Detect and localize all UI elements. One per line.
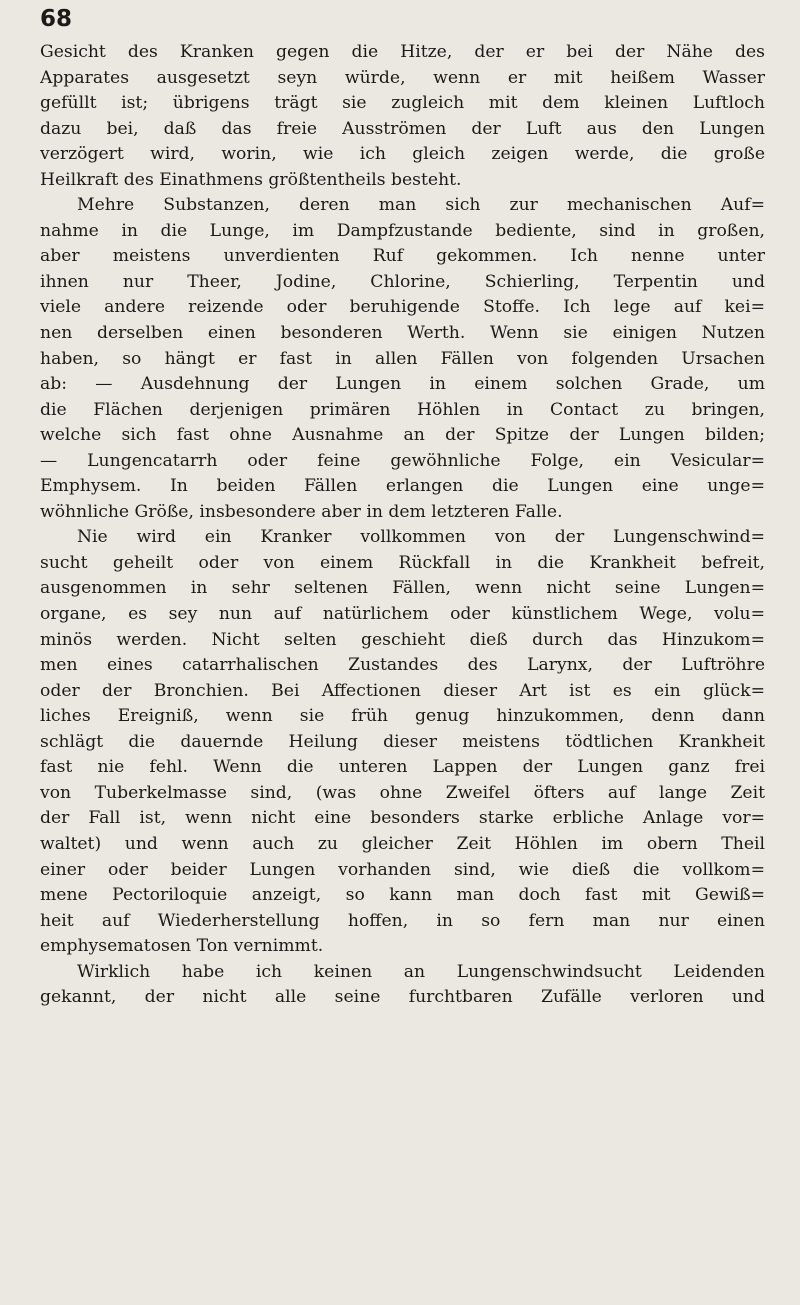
text-line: minös werden. Nicht selten geschieht dieß durch das Hinzukom= [40,629,765,650]
text-line: men eines catarrhalischen Zustandes des Larynx, der Luftröhre [40,655,765,676]
text-line: haben, so hängt er fast in allen Fällen von folgenden Ursachen [40,348,765,369]
text-line: liches Ereigniß, wenn sie früh genug hinzukommen, denn dann [40,706,765,727]
text-line: — Lungencatarrh oder feine gewöhnliche Folge, ein Vesicular= [40,450,765,471]
text-line: verzögert wird, worin, wie ich gleich zeigen werde, die große [40,144,765,165]
text-line: der Fall ist, wenn nicht eine besonders starke erbliche Anlage vor= [40,808,765,829]
text-line: waltet) und wenn auch zu gleicher Zeit Höhlen im obern Theil [40,833,765,854]
text-line: nen derselben einen besonderen Werth. Wenn sie einigen Nutzen [40,323,765,344]
text-line: Heilkraft des Einathmens größtentheils besteht. [40,169,462,190]
paragraph [40,40,765,193]
paragraph [40,960,765,1011]
text-line: Gesicht des Kranken gegen die Hitze, der er bei der Nähe des [40,42,765,62]
text-line: einer oder beider Lungen vorhanden sind, wie dieß die vollkom= [40,859,765,880]
body-text [40,40,765,1011]
text-line: die Flächen derjenigen primären Höhlen in Contact zu bringen, [40,399,765,420]
text-line: von Tuberkelmasse sind, (was ohne Zweifel öfters auf lange Zeit [40,782,765,803]
text-line: Wirklich habe ich keinen an Lungenschwindsucht Leidenden [77,961,765,982]
text-line: gefüllt ist; übrigens trägt sie zugleich mit dem kleinen Luftloch [40,93,765,114]
text-line: Emphysem. In beiden Fällen erlangen die Lungen eine unge= [40,476,765,497]
paragraph [40,193,765,525]
text-line: aber meistens unverdienten Ruf gekommen. Ich nenne unter [40,246,765,267]
text-line: fast nie fehl. Wenn die unteren Lappen der Lungen ganz frei [40,757,765,778]
text-line: gekannt, der nicht alle seine furchtbaren Zufälle verloren und [40,987,765,1008]
text-line: emphysematosen Ton vernimmt. [40,936,324,957]
text-line: dazu bei, daß das freie Ausströmen der Luft aus den Lungen [40,118,765,139]
text-line: viele andere reizende oder beruhigende Stoffe. Ich lege auf kei= [40,297,765,318]
text-line: mene Pectoriloquie anzeigt, so kann man doch fast mit Gewiß= [40,885,765,906]
text-line: ausgenommen in sehr seltenen Fällen, wenn nicht seine Lungen= [40,578,765,599]
text-line: sucht geheilt oder von einem Rückfall in die Krankheit befreit, [40,552,765,573]
text-line: Nie wird ein Kranker vollkommen von der Lungenschwind= [77,527,765,548]
text-line: heit auf Wiederherstellung hoffen, in so fern man nur einen [40,910,765,931]
text-line: nahme in die Lunge, im Dampfzustande bediente, sind in großen, [40,220,765,241]
text-line: Mehre Substanzen, deren man sich zur mechanischen Auf= [77,195,765,216]
paragraph [40,525,765,959]
text-line: organe, es sey nun auf natürlichem oder künstlichem Wege, volu= [40,604,765,625]
text-line: welche sich fast ohne Ausnahme an der Spitze der Lungen bilden; [40,425,765,446]
text-line: oder der Bronchien. Bei Affectionen dieser Art ist es ein glück= [40,680,765,701]
text-line: ihnen nur Theer, Jodine, Chlorine, Schierling, Terpentin und [40,271,765,292]
text-line: Apparates ausgesetzt seyn würde, wenn er mit heißem Wasser [40,67,765,88]
text-line: ab: — Ausdehnung der Lungen in einem solchen Grade, um [40,374,765,395]
text-line: schlägt die dauernde Heilung dieser meistens tödtlichen Krankheit [40,731,765,752]
text-line: wöhnliche Größe, insbesondere aber in dem letzteren Falle. [40,501,563,522]
page-number: 68 [40,6,73,32]
